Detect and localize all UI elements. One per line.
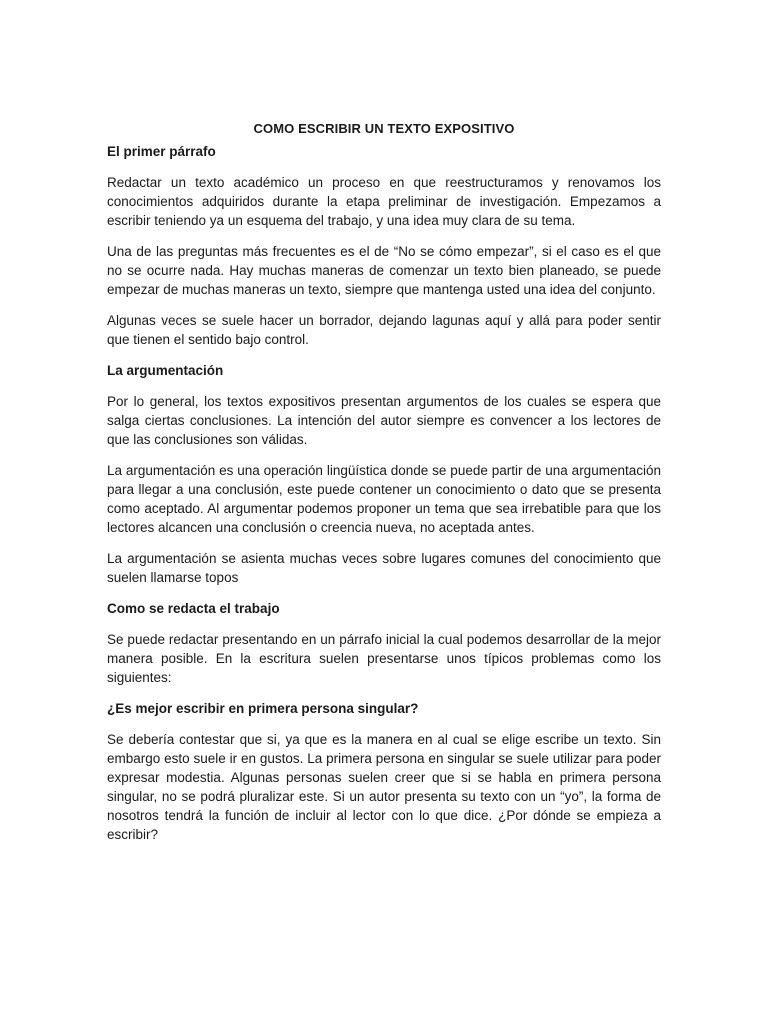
paragraph: Redactar un texto académico un proceso en que reestructuramos y renovamos los conocimientos adquiridos durante la etapa preliminar de investigación. Empezamos a escribir teniendo ya un esquema del trabajo, y una idea muy clara de su tema. xyxy=(107,175,661,228)
paragraph: La argumentación se asienta muchas veces sobre lugares comunes del conocimiento que suelen llamarse topos xyxy=(107,551,661,585)
section-heading: El primer párrafo xyxy=(107,144,216,159)
section-primera-persona xyxy=(107,699,661,844)
section-heading: ¿Es mejor escribir en primera persona singular? xyxy=(107,701,419,716)
section-argumentacion xyxy=(107,361,661,587)
section-como-se-redacta xyxy=(107,599,661,687)
paragraph: Una de las preguntas más frecuentes es el de “No se cómo empezar”, si el caso es el que no se ocurre nada. Hay muchas maneras de comenzar un texto bien planeado, se puede empezar de muchas maneras un texto, siempre que mantenga usted una idea del conjunto. xyxy=(107,244,661,297)
section-primer-parrafo xyxy=(107,142,661,349)
paragraph: Algunas veces se suele hacer un borrador, dejando lagunas aquí y allá para poder sentir que tienen el sentido bajo control. xyxy=(107,313,661,347)
document-title: COMO ESCRIBIR UN TEXTO EXPOSITIVO xyxy=(253,121,515,136)
paragraph: La argumentación es una operación lingüística donde se puede partir de una argumentación para llegar a una conclusión, este puede contener un conocimiento o dato que se presenta como aceptado. Al argumentar podemos proponer un tema que sea irrebatible para que los lectores alcancen una conclusión o creencia nueva, no aceptada antes. xyxy=(107,463,661,535)
document-page xyxy=(107,120,661,856)
paragraph: Por lo general, los textos expositivos presentan argumentos de los cuales se espera que salga ciertas conclusiones. La intención del autor siempre es convencer a los lectores de que las conclusiones son válidas. xyxy=(107,394,661,447)
section-heading: Como se redacta el trabajo xyxy=(107,601,280,616)
section-heading: La argumentación xyxy=(107,363,224,378)
paragraph: Se puede redactar presentando en un párrafo inicial la cual podemos desarrollar de la mejor manera posible. En la escritura suelen presentarse unos típicos problemas como los siguientes: xyxy=(107,632,661,685)
paragraph: Se debería contestar que si, ya que es la manera en al cual se elige escribe un texto. Sin embargo esto suele ir en gustos. La primera persona en singular se suele utilizar para poder expresar modestia. Algunas personas suelen creer que si se habla en primera persona singular, no se podrá pluralizar este. Si un autor presenta su texto con un “yo”, la forma de nosotros tendrá la función de incluir al lector con lo que dice. ¿Por dónde se empieza a escribir? xyxy=(107,732,661,842)
